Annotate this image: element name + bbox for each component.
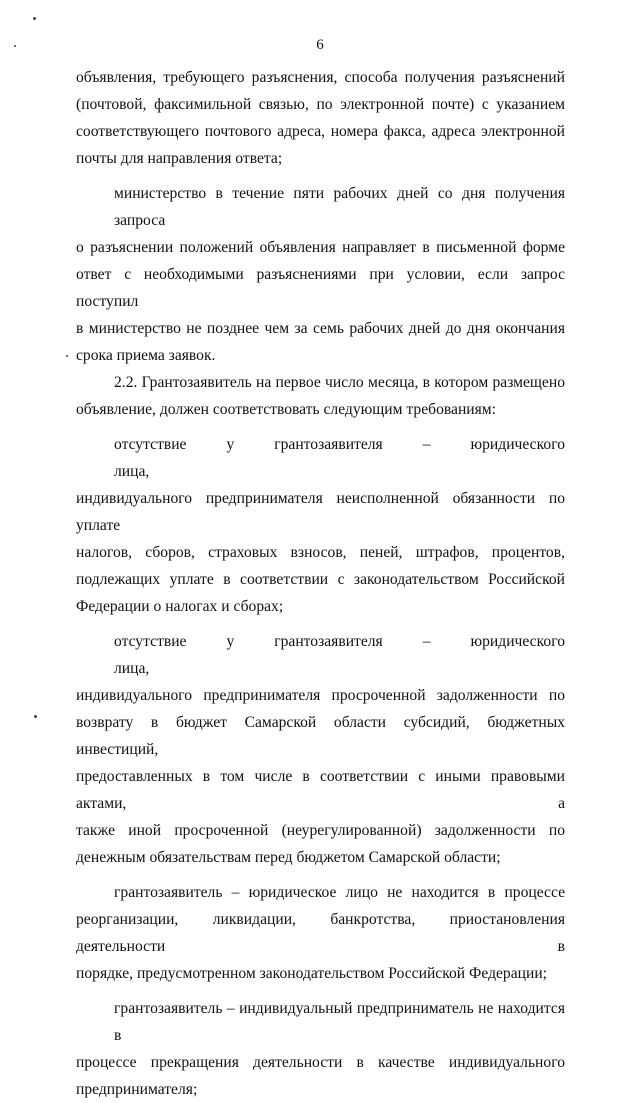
page-number: 6 [316, 37, 324, 53]
paragraph-tax-requirement [76, 431, 565, 620]
text-line: денежным обязательствам перед бюджетом Самарской области; [76, 849, 501, 866]
text-line: предпринимателя; [76, 1081, 198, 1098]
text-line: в министерство не позднее чем за семь рабочих дней до дня окончания [76, 320, 565, 337]
text-line: ответ с необходимыми разъяснениями при условии, если запрос поступил [76, 266, 565, 310]
text-line: объявление, должен соответствовать следующим требованиям: [76, 401, 497, 418]
text-line: соответствующего почтового адреса, номера факса, адреса электронной [76, 123, 565, 140]
text-line: министерство в течение пяти рабочих дней со дня получения запроса [114, 185, 565, 229]
text-line: (почтовой, факсимильной связью, по электронной почте) с указанием [76, 96, 565, 113]
text-line: о разъяснении положений объявления направляет в письменной форме [76, 239, 565, 256]
paragraph-debt-requirement [76, 628, 565, 871]
text-line: грантозаявитель – юридическое лицо не находится в процессе [114, 884, 565, 901]
text-line: объявления, требующего разъяснения, способа получения разъяснений [76, 69, 565, 86]
text-line: реорганизации, ликвидации, банкротства, приостановления деятельности в [76, 911, 565, 955]
text-line: отсутствие у грантозаявителя – юридического лица, [114, 436, 565, 480]
text-line: почты для направления ответа; [76, 150, 283, 167]
scan-speck [34, 715, 37, 718]
text-line: возврату в бюджет Самарской области субсидий, бюджетных инвестиций, [76, 714, 565, 758]
paragraph-entrepreneur-status [76, 995, 565, 1103]
text-line: подлежащих уплате в соответствии с законодательством Российской [76, 571, 565, 588]
paragraph-legal-entity-status [76, 879, 565, 987]
paragraph-ministry-response [76, 180, 565, 369]
body-text [76, 64, 565, 1103]
text-line: индивидуального предпринимателя просроченной задолженности по [76, 687, 565, 704]
text-line: также иной просроченной (неурегулированной) задолженности по [76, 822, 565, 839]
text-line: грантозаявитель – индивидуальный предприниматель не находится в [114, 1000, 565, 1044]
text-line: налогов, сборов, страховых взносов, пеней, штрафов, процентов, [76, 544, 565, 561]
text-line: Федерации о налогах и сборах; [76, 598, 284, 615]
scan-speck [66, 355, 68, 357]
text-line: срока приема заявок. [76, 347, 216, 364]
text-line: предоставленных в том числе в соответствии с иными правовыми актами, а [76, 768, 565, 812]
text-line: индивидуального предпринимателя неисполненной обязанности по уплате [76, 490, 565, 534]
text-line: порядке, предусмотренном законодательством Российской Федерации; [76, 965, 548, 982]
paragraph-continuation [76, 64, 565, 172]
paragraph-section-2-2 [76, 369, 565, 423]
text-line: отсутствие у грантозаявителя – юридического лица, [114, 633, 565, 677]
scan-speck [33, 17, 36, 20]
text-line: 2.2. Грантозаявитель на первое число месяца, в котором размещено [114, 374, 565, 391]
text-line: процессе прекращения деятельности в качестве индивидуального [76, 1054, 565, 1071]
